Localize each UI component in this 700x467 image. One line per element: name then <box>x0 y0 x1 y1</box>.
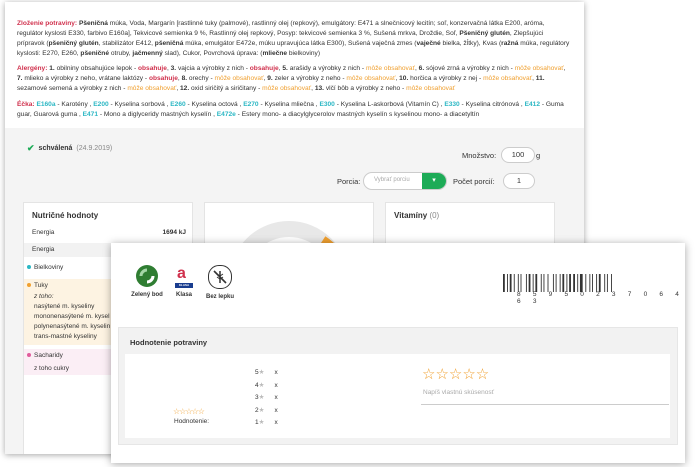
green-dot-badge <box>129 265 165 298</box>
allergens-segment: 12. <box>180 85 190 92</box>
ecka-segment: - Guma guar, Guarová guma , <box>17 101 564 118</box>
barcode-bar <box>560 274 561 292</box>
ingredients-segment: vaječné <box>416 40 441 47</box>
ecka-segment: - Estery mono- a diacylglycerolov mastných kyselín s kyselinou mono- a diacetyltín <box>235 111 480 118</box>
green-dot-label: Zelený bod <box>131 292 163 298</box>
ingredients-segment: , Zlepšujúci prípravok ( <box>17 30 544 47</box>
barcode-bar <box>592 274 593 292</box>
allergens-text <box>17 64 572 94</box>
allergens-segment: 9. <box>267 75 273 82</box>
barcode-bar <box>573 274 575 292</box>
rate-stars-input[interactable]: ☆☆☆☆☆ <box>422 366 490 383</box>
barcode-bar <box>503 274 505 292</box>
allergens-label: Alergény: <box>17 65 48 72</box>
allergens-segment: 5. <box>282 65 288 72</box>
allergens-segment: 11. <box>535 75 545 82</box>
ingredients-text <box>17 19 572 59</box>
barcode-bar <box>548 274 549 292</box>
allergens-segment: vajcia a výrobky z nich - <box>176 65 250 72</box>
rating-row-stars: 1 <box>255 419 259 426</box>
rating-stars-small: ☆☆☆☆☆ <box>173 407 204 416</box>
experience-input[interactable]: Napíš vlastnú skúsenosť <box>423 389 495 396</box>
allergens-segment: obsahuje <box>148 75 178 82</box>
ingredients-segment: , stabilizátor E412, <box>98 40 155 47</box>
barcode-bar <box>514 274 515 292</box>
fat-dot <box>27 283 31 287</box>
allergens-segment: horčica a výrobky z nej - <box>408 75 484 82</box>
allergens-segment: , <box>395 75 400 82</box>
status-date: (24.9.2019) <box>76 145 113 152</box>
allergens-segment: oxid siričitý a siričitany - <box>189 85 263 92</box>
protein-dot <box>27 265 31 269</box>
fat-label: Tuky <box>34 282 48 289</box>
fat-sub-4: trans-mastné kyseliny <box>34 333 97 340</box>
ingredients-segment: pšeničný glutén <box>48 40 99 47</box>
approval-status <box>27 143 112 154</box>
rating-row <box>255 406 278 414</box>
ecka-segment: E200 <box>93 101 109 108</box>
star-icon: ★ <box>258 406 265 414</box>
rating-row-count: x <box>274 394 278 401</box>
allergens-segment: 8. <box>181 75 188 82</box>
klasa-icon: a KLASA <box>175 265 193 289</box>
carb-dot <box>27 353 31 357</box>
ecka-segment: - Karotény , <box>55 101 94 108</box>
ecka-segment: - Kyselina citrónová , <box>459 101 525 108</box>
klasa-label: Klasa <box>175 292 192 298</box>
rating-row <box>255 418 278 426</box>
ecka-segment: E260 <box>170 101 186 108</box>
allergens-segment: môže obsahovať <box>483 75 533 82</box>
allergens-segment: môže obsahovať <box>262 85 312 92</box>
ingredients-segment: múka, regulátory kyslosti: E270, E260, <box>17 40 570 57</box>
allergens-segment: 7. <box>17 75 23 82</box>
ingredients-segment: jačmenný <box>132 50 163 57</box>
experience-input-underline <box>421 404 669 405</box>
quantity-input[interactable]: 100 <box>501 147 535 163</box>
barcode-bar <box>569 274 571 292</box>
allergens-segment: sezamové semená a výrobky z nich - <box>17 85 128 92</box>
barcode-bar <box>589 274 590 292</box>
ecka-segment: - Mono a diglyceridy mastných kyselín , <box>98 111 217 118</box>
ecka-segment: - Kyselina L-askorbová (Vitamín C) , <box>334 101 445 108</box>
allergens-segment: môže obsahovať <box>346 75 396 82</box>
barcode-bar <box>577 274 578 292</box>
allergens-segment: , <box>311 85 315 92</box>
barcode-bar <box>535 274 537 292</box>
ingredients-segment: pšeničné <box>80 50 110 57</box>
klasa-badge <box>169 265 199 298</box>
allergens-segment: 6. <box>418 65 425 72</box>
rating-row-stars: 3 <box>255 394 259 401</box>
barcode-bar <box>507 274 508 292</box>
barcode-digits: 8 5 9 5 0 2 3 7 0 6 4 6 3 <box>517 291 685 305</box>
ingredients-segment: múka, Voda, Margarín [rastlinné tuky (palmové), rastlinný olej (repkový), emulgátory: E471 a slnečnicový lecitín; soľ, konzervačná látka E200, aróma, regulátor kyslosti E330, farbivo E160a], Tekvicové semienka 9 %, Rastlinný olej repkový, Posyp: tekvicové semienka 3 %, Sušená mrkva, Droždie, Soľ, <box>17 20 545 37</box>
gluten-free-badge <box>203 265 237 300</box>
portion-select[interactable] <box>363 172 447 190</box>
additives-body <box>17 101 564 118</box>
allergens-segment: môže obsahovať <box>406 85 456 92</box>
star-icon: ★ <box>258 381 265 389</box>
rating-row-stars: 2 <box>255 406 259 414</box>
allergens-segment: môže obsahovať <box>514 65 564 72</box>
energy-label: Energia <box>32 229 55 236</box>
allergens-segment: môže obsahovať <box>365 65 415 72</box>
rating-row-stars: 5 <box>255 369 259 376</box>
fat-sub-1: nasýtené m. kyseliny <box>34 303 95 310</box>
barcode-bar <box>596 274 597 292</box>
carb-sub: z toho cukry <box>34 365 70 372</box>
ecka-segment: E471 <box>82 111 99 118</box>
rating-row <box>255 381 278 389</box>
rating-row-count: x <box>274 369 278 376</box>
ingredients-body <box>17 20 569 57</box>
barcode-bar <box>585 274 586 292</box>
barcode-bar <box>604 274 605 292</box>
rating-row-stars: 4 <box>255 381 259 389</box>
ecka-segment: - Kyselina sorbová , <box>108 101 171 108</box>
ingredients-segment: slad), Cukor, Povrchová úprava: ( <box>162 50 263 57</box>
barcode-bar <box>541 274 542 292</box>
fat-sub-3: polynenasýtené m. kyselin <box>34 323 111 330</box>
allergens-body <box>17 65 566 92</box>
protein-label: Bielkoviny <box>34 264 64 271</box>
allergens-segment: 10. <box>399 75 409 82</box>
portion-count-label: Počet porcií: <box>453 177 495 186</box>
rating-card <box>118 327 678 445</box>
ecka-segment: - Kyselina octová , <box>185 101 244 108</box>
portion-count-input[interactable]: 1 <box>503 173 535 189</box>
ingredients-segment: bielkoviny) <box>287 50 321 57</box>
barcode-bar <box>544 274 545 292</box>
allergens-segment: obsahuje <box>249 65 279 72</box>
allergens-segment: , <box>414 65 419 72</box>
allergens-segment: , <box>563 65 566 72</box>
allergens-segment: môže obsahovať <box>214 75 264 82</box>
nutrition-title: Nutričné hodnoty <box>32 211 99 220</box>
rating-row <box>255 393 278 401</box>
ecka-segment: E160a <box>34 101 56 108</box>
barcode-bar <box>556 274 557 292</box>
barcode-bar <box>599 274 601 292</box>
additives-label: Éčka: <box>17 101 35 108</box>
barcode-bar <box>526 274 527 292</box>
crossed-grain-symbol <box>209 266 231 288</box>
energy-row <box>24 229 192 241</box>
portion-label: Porcia: <box>337 177 361 186</box>
rating-row <box>255 368 278 376</box>
allergens-segment: , <box>263 75 268 82</box>
allergens-segment: mlieko a výrobky z neho, vrátane laktózy - <box>22 75 149 82</box>
rating-row-count: x <box>274 419 278 426</box>
allergens-segment: , <box>176 85 181 92</box>
fat-sub-label: z toho: <box>34 293 54 300</box>
barcode-bar <box>607 274 608 292</box>
rating-row-count: x <box>274 406 278 414</box>
barcode-bar <box>566 274 567 292</box>
star-icon: ★ <box>258 419 265 426</box>
vitamins-title-text: Vitamíny <box>394 211 428 220</box>
quantity-label: Množstvo: <box>462 151 497 160</box>
ingredients-segment: Pšeničný glutén <box>459 30 510 37</box>
rating-body <box>125 354 670 438</box>
barcode-bar <box>611 274 612 292</box>
allergens-segment: vlčí bôb a výrobky z neho - <box>323 85 407 92</box>
gluten-free-icon <box>208 265 232 289</box>
ecka-segment: E412 <box>524 101 540 108</box>
klasa-mark: KLASA <box>175 283 193 288</box>
barcode-bar <box>518 274 519 292</box>
gluten-free-label: Bez lepku <box>205 294 234 300</box>
ingredients-segment: mliečne <box>262 50 288 57</box>
star-icon: ★ <box>258 369 265 376</box>
composition-section <box>5 2 584 128</box>
barcode-bar <box>562 274 564 292</box>
allergens-segment: orechy - <box>187 75 215 82</box>
quantity-unit: g <box>536 151 541 160</box>
chevron-down-icon[interactable]: ▾ <box>422 173 446 189</box>
rating-title: Hodnotenie potraviny <box>130 338 208 347</box>
carb-label: Sacharidy <box>34 352 63 359</box>
barcode-bar <box>553 274 554 292</box>
allergens-segment: sójové zrná a výrobky z nich - <box>424 65 515 72</box>
barcode-bar <box>529 274 531 292</box>
barcode <box>503 274 661 292</box>
ingredients-segment: múka, emulgátor E472e, múku upravujúca látka E300), Sušená vaječná zmes ( <box>183 40 417 47</box>
allergens-segment: 3. <box>170 65 177 72</box>
allergens-segment: obilniny obsahujúce lepok - <box>54 65 138 72</box>
rating-label: Hodnotenie: <box>174 418 210 425</box>
allergens-segment: arašidy a výrobky z nich - <box>287 65 366 72</box>
ecka-segment: E330 <box>444 101 460 108</box>
barcode-bar <box>580 274 583 292</box>
ecka-segment: - Kyselina mliečna , <box>258 101 320 108</box>
barcode-bar <box>510 274 512 292</box>
ingredients-label: Zloženie potraviny: <box>17 20 78 27</box>
energy-value: 1694 kJ <box>162 229 186 236</box>
status-label: schválená <box>38 145 73 152</box>
allergens-segment: obsahuje <box>137 65 167 72</box>
ingredients-segment: pšeničná <box>154 40 184 47</box>
barcode-bar <box>521 274 522 292</box>
ingredients-segment: Pšeničná <box>78 20 108 27</box>
allergens-segment: 1. <box>47 65 55 72</box>
allergens-segment: , <box>532 75 536 82</box>
energy-label-2: Energia <box>32 246 55 253</box>
ingredients-segment: ražná <box>501 40 519 47</box>
allergens-segment: môže obsahovať <box>127 85 177 92</box>
product-labels-panel <box>111 243 685 463</box>
allergens-segment: , <box>177 75 182 82</box>
vitamins-count: (0) <box>429 211 440 220</box>
recycle-icon <box>136 265 158 287</box>
fat-sub-2: mononenasýtené m. kysel <box>34 313 110 320</box>
star-icon: ★ <box>258 394 265 401</box>
ecka-segment: E300 <box>319 101 335 108</box>
rating-row-count: x <box>274 381 278 389</box>
check-icon: ✔ <box>27 143 35 153</box>
ecka-segment: E270 <box>243 101 259 108</box>
vitamins-title <box>394 211 439 220</box>
recycle-symbol <box>136 265 158 287</box>
additives-text <box>17 100 572 120</box>
allergens-segment: , <box>278 65 283 72</box>
allergens-segment: 13. <box>314 85 324 92</box>
ingredients-segment: otruby, <box>109 50 133 57</box>
ingredients-segment: bielka, žĺtky), Kvas ( <box>440 40 502 47</box>
ecka-segment: E472e <box>216 111 236 118</box>
portion-placeholder: Vybrať porciu <box>374 177 410 183</box>
barcode-bar <box>533 274 534 292</box>
allergens-segment: zeler a výrobky z neho - <box>272 75 347 82</box>
allergens-segment: , <box>166 65 171 72</box>
